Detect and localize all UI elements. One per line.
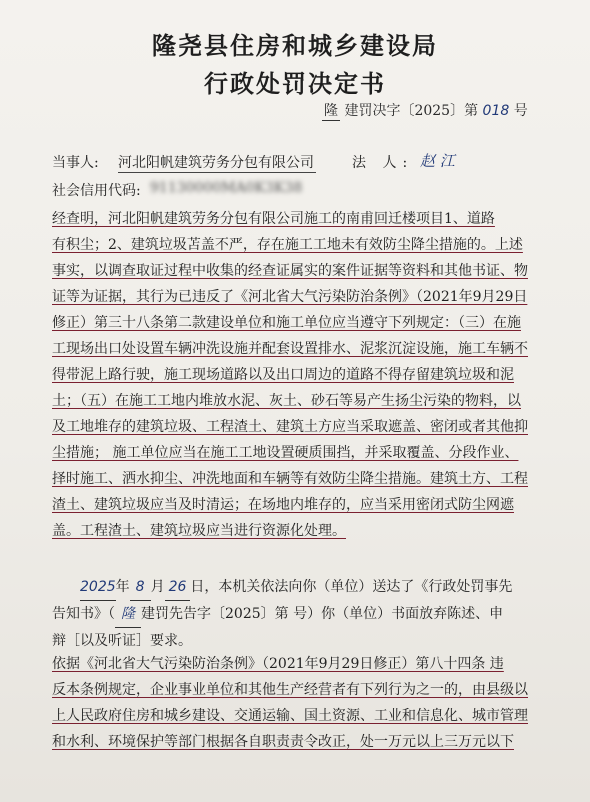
legal-rep-label: 法 人: [352, 155, 414, 171]
facts-line: 盖。工程渣土、建筑垃圾应当进行资源化处理。 [52, 523, 346, 539]
credit-code-label: 社会信用代码: [52, 183, 141, 199]
doc-number-handwritten: 018 [482, 103, 510, 119]
credit-code-value: 91130000MA0K3K38 [150, 180, 303, 196]
facts-line: 土；（五）在施工工地内堆放水泥、灰土、砂石等易产生扬尘污染的物料，以 [52, 393, 521, 409]
facts-line: 尘措施； 施工单位应当在施工工地设置硬质围挡，并采取覆盖、分段作业、 [52, 445, 519, 461]
notice-line-1 [52, 574, 548, 601]
party-name: 河北阳帆建筑劳务分包有限公司 [118, 152, 316, 173]
basis-line: 和水利、环境保护等部门根据各自职责责令改正，处一万元以上三万元以下 [52, 734, 514, 750]
legal-rep-name: 赵 江 [420, 152, 455, 170]
doc-number-mid: 建罚决字〔2025〕第 [344, 103, 479, 119]
notice-month: 8 [130, 574, 151, 601]
notice-paragraph [52, 574, 548, 654]
facts-line: 渣土、建筑垃圾应当及时清运；在场地内堆存的，应当采用密闭式防尘网遮 [52, 497, 514, 513]
basis-line: 上人民政府住房和城乡建设、交通运输、国土资源、工业和信息化、城市管理 [52, 708, 528, 724]
facts-line: 择时施工、洒水抑尘、冲洗地面和车辆等有效防尘降尘措施。建筑土方、工程 [52, 471, 528, 487]
basis-line: 反本条例规定，企业事业单位和其他生产经营者有下列行为之一的，由县级以 [52, 682, 528, 698]
facts-paragraph [52, 206, 548, 544]
notice-line-3: 辩［以及听证］要求。 [52, 633, 192, 649]
facts-line: 有积尘；2、建筑垃圾苫盖不严，存在施工工地未有效防尘降尘措施的。上述 [52, 237, 523, 253]
month-suffix: 月 [150, 579, 165, 595]
facts-line: 事实，以调查取证过程中收集的经查证属实的案件证据等资料和其他书证、物 [52, 263, 528, 279]
facts-line: 证等为证据，其行为已违反了《河北省大气污染防治条例》（2021年9月29日 [52, 289, 528, 305]
document-title: 行政处罚决定书 [204, 69, 386, 98]
basis-line: 依据《河北省大气污染防治条例》（2021年9月29日修正）第八十四条 违 [52, 656, 504, 672]
facts-line: 工现场出口处设置车辆冲洗设施并配套设置排水、泥浆沉淀设施，施工车辆不 [52, 341, 528, 357]
basis-paragraph [52, 651, 548, 755]
notice-line-2-a: 告知书》（ [52, 606, 115, 622]
document-number [322, 100, 528, 121]
notice-line-2-b: 建罚先告字〔2025〕第 号）你（单位）书面放弃陈述、申 [141, 606, 504, 622]
year-suffix: 年 [115, 579, 130, 595]
notice-year: 2025 [80, 574, 116, 601]
facts-line: 经查明，河北阳帆建筑劳务分包有限公司施工的南甫回迁楼项目1、道路 [52, 211, 495, 227]
facts-line: 修正）第三十八条第二款建设单位和施工单位应当遵守下列规定：（三）在施 [52, 315, 521, 331]
doc-number-prefix: 隆 [322, 100, 340, 121]
agency-title: 隆尧县住房和城乡建设局 [152, 31, 438, 60]
notice-day: 26 [165, 574, 191, 601]
notice-line-2 [52, 601, 548, 628]
notice-line-1-rest: 日，本机关依法向你（单位）送达了《行政处罚事先 [190, 579, 513, 595]
party-label: 当事人: [52, 155, 99, 171]
facts-line: 及工地堆存的建筑垃圾、工程渣土、建筑土方应当采取遮盖、密闭或者其他抑 [52, 419, 528, 435]
doc-number-suffix: 号 [513, 103, 528, 119]
facts-line: 得带泥上路行驶，施工现场道路以及出口周边的道路不得存留建筑垃圾和泥 [52, 367, 514, 383]
notice-line-2-hand: 隆 [115, 601, 141, 628]
